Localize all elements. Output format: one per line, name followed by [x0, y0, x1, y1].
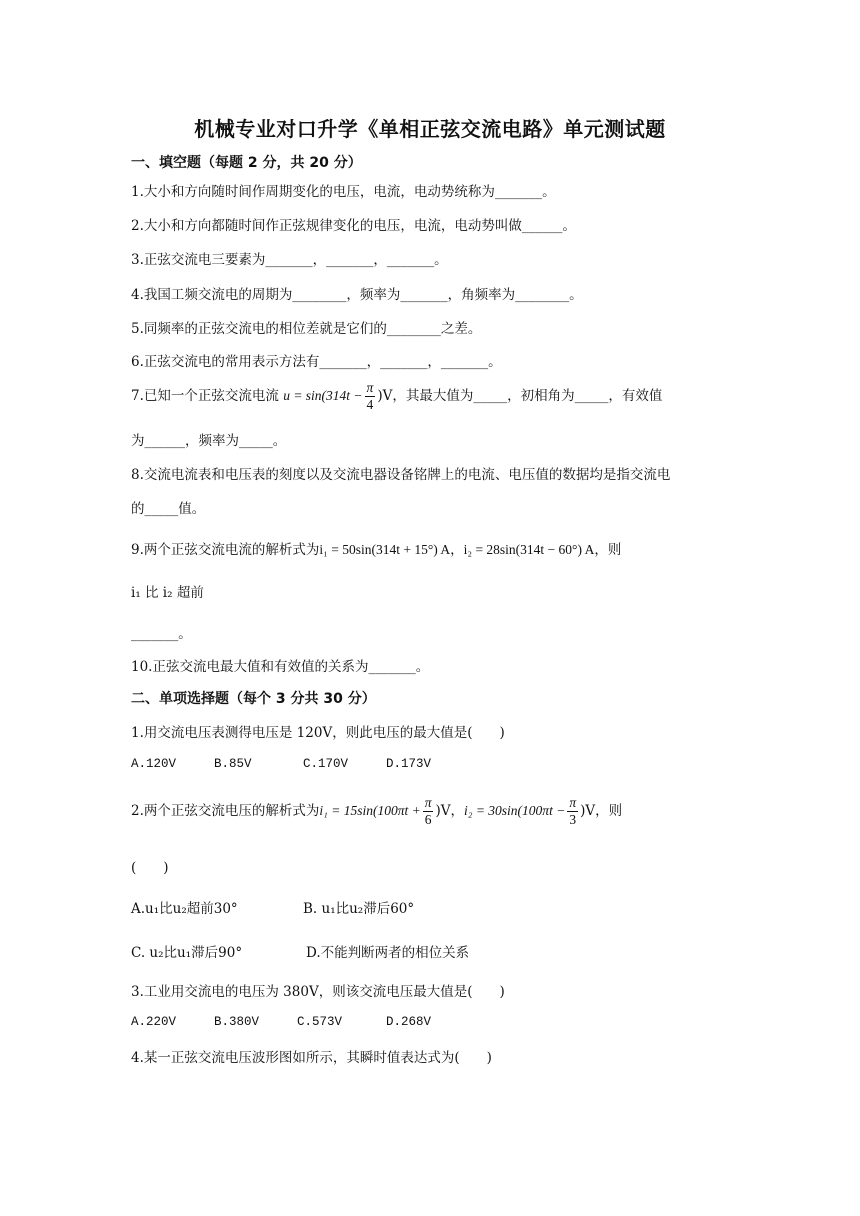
question-1-8-line-1: 8.交流电流表和电压表的刻度以及交流电器设备铭牌上的电流、电压值的数据均是指交流电: [131, 467, 671, 483]
q2-2-formula-u1: i₁ = 15sin(100πt +: [319, 803, 421, 818]
q2-1-option-a: A.120V: [131, 757, 177, 771]
q2-3-option-b: B.380V: [214, 1015, 260, 1029]
q2-3-option-d: D.268V: [386, 1015, 432, 1029]
question-2-3: 3.工业用交流电的电压为 380V，则该交流电压最大值是( ): [131, 984, 505, 1000]
question-1-2: 2.大小和方向都随时间作正弦规律变化的电压，电流，电动势叫做______。: [131, 218, 576, 234]
q2-2-u2-post: )V: [580, 803, 596, 819]
section-heading-fill-blank: 一、填空题（每题 2 分，共 20 分）: [131, 155, 362, 171]
question-2-2-line-1: [131, 795, 622, 828]
q7-denominator: 4: [366, 397, 374, 412]
q2-2-u1-post: )V: [435, 803, 451, 819]
q7-formula: u = sin(314t −: [283, 388, 363, 403]
q2-2-end: ，则: [595, 803, 623, 819]
q2-1-option-d: D.173V: [386, 757, 432, 771]
q7-text-b: )V，其最大值为_____，初相角为_____，有效值: [377, 388, 663, 404]
q2-2-option-c: C. u₂比u₁滞后90°: [131, 945, 243, 961]
question-2-2-paren: ( ): [131, 860, 169, 876]
q2-1-option-b: B.85V: [214, 757, 252, 771]
question-1-5: 5.同频率的正弦交流电的相位差就是它们的________之差。: [131, 321, 482, 337]
section-heading-single-choice: 二、单项选择题（每个 3 分共 30 分）: [131, 691, 376, 707]
question-1-9-line-1: [131, 538, 621, 558]
q2-2-option-a: A.u₁比u₂超前30°: [131, 901, 238, 917]
question-1-10: 10.正弦交流电最大值和有效值的关系为_______。: [131, 659, 430, 675]
q2-2-u1-denominator: 6: [424, 812, 432, 827]
q2-3-option-a: A.220V: [131, 1015, 177, 1029]
question-1-9-line-3: _______。: [131, 626, 192, 642]
q2-2-u2-numerator: π: [569, 795, 577, 810]
question-1-6: 6.正弦交流电的常用表示方法有_______，_______，_______。: [131, 354, 502, 370]
question-2-1: 1.用交流电压表测得电压是 120V，则此电压的最大值是( ): [131, 725, 505, 741]
q2-2-text-a: 2.两个正弦交流电压的解析式为: [131, 803, 320, 819]
q2-2-fraction-u1: [423, 795, 434, 828]
question-1-7-line-2: 为______，频率为_____。: [131, 433, 287, 449]
question-2-4: 4.某一正弦交流电压波形图如所示，其瞬时值表达式为( ): [131, 1050, 492, 1066]
q9-end: ，则: [594, 542, 622, 558]
q2-2-u2-denominator: 3: [569, 812, 577, 827]
question-1-8-line-2: 的_____值。: [131, 501, 206, 517]
q7-text-a: 7.已知一个正弦交流电流: [131, 388, 279, 404]
q2-2-option-b: B. u₁比u₂滞后60°: [303, 901, 415, 917]
question-1-1: 1.大小和方向随时间作周期变化的电压，电流，电动势统称为_______。: [131, 184, 556, 200]
q7-fraction: [365, 380, 376, 413]
question-1-4: 4.我国工频交流电的周期为________，频率为_______，角频率为________。: [131, 287, 583, 303]
q7-numerator: π: [366, 380, 374, 395]
q2-2-fraction-u2: [567, 795, 578, 828]
q2-2-sep: ，: [450, 803, 464, 819]
question-1-9-line-2: i₁ 比 i₂ 超前: [131, 585, 204, 601]
q2-2-formula-u2: i₂ = 30sin(100πt −: [464, 803, 566, 818]
page-title: 机械专业对口升学《单相正弦交流电路》单元测试题: [194, 117, 666, 141]
q2-2-option-d: D.不能判断两者的相位关系: [306, 945, 470, 961]
q2-1-option-c: C.170V: [303, 757, 349, 771]
q9-sep: ，: [450, 542, 464, 558]
question-1-7-line-1: [131, 380, 662, 413]
question-1-3: 3.正弦交流电三要素为_______，_______，_______。: [131, 252, 448, 268]
q9-text-a: 9.两个正弦交流电流的解析式为: [131, 542, 320, 558]
q2-2-u1-numerator: π: [424, 795, 432, 810]
q9-formula-i2: i₂ = 28sin(314t − 60°) A: [463, 542, 595, 557]
q2-3-option-c: C.573V: [297, 1015, 343, 1029]
q9-formula-i1: i₁ = 50sin(314t + 15°) A: [319, 542, 451, 557]
